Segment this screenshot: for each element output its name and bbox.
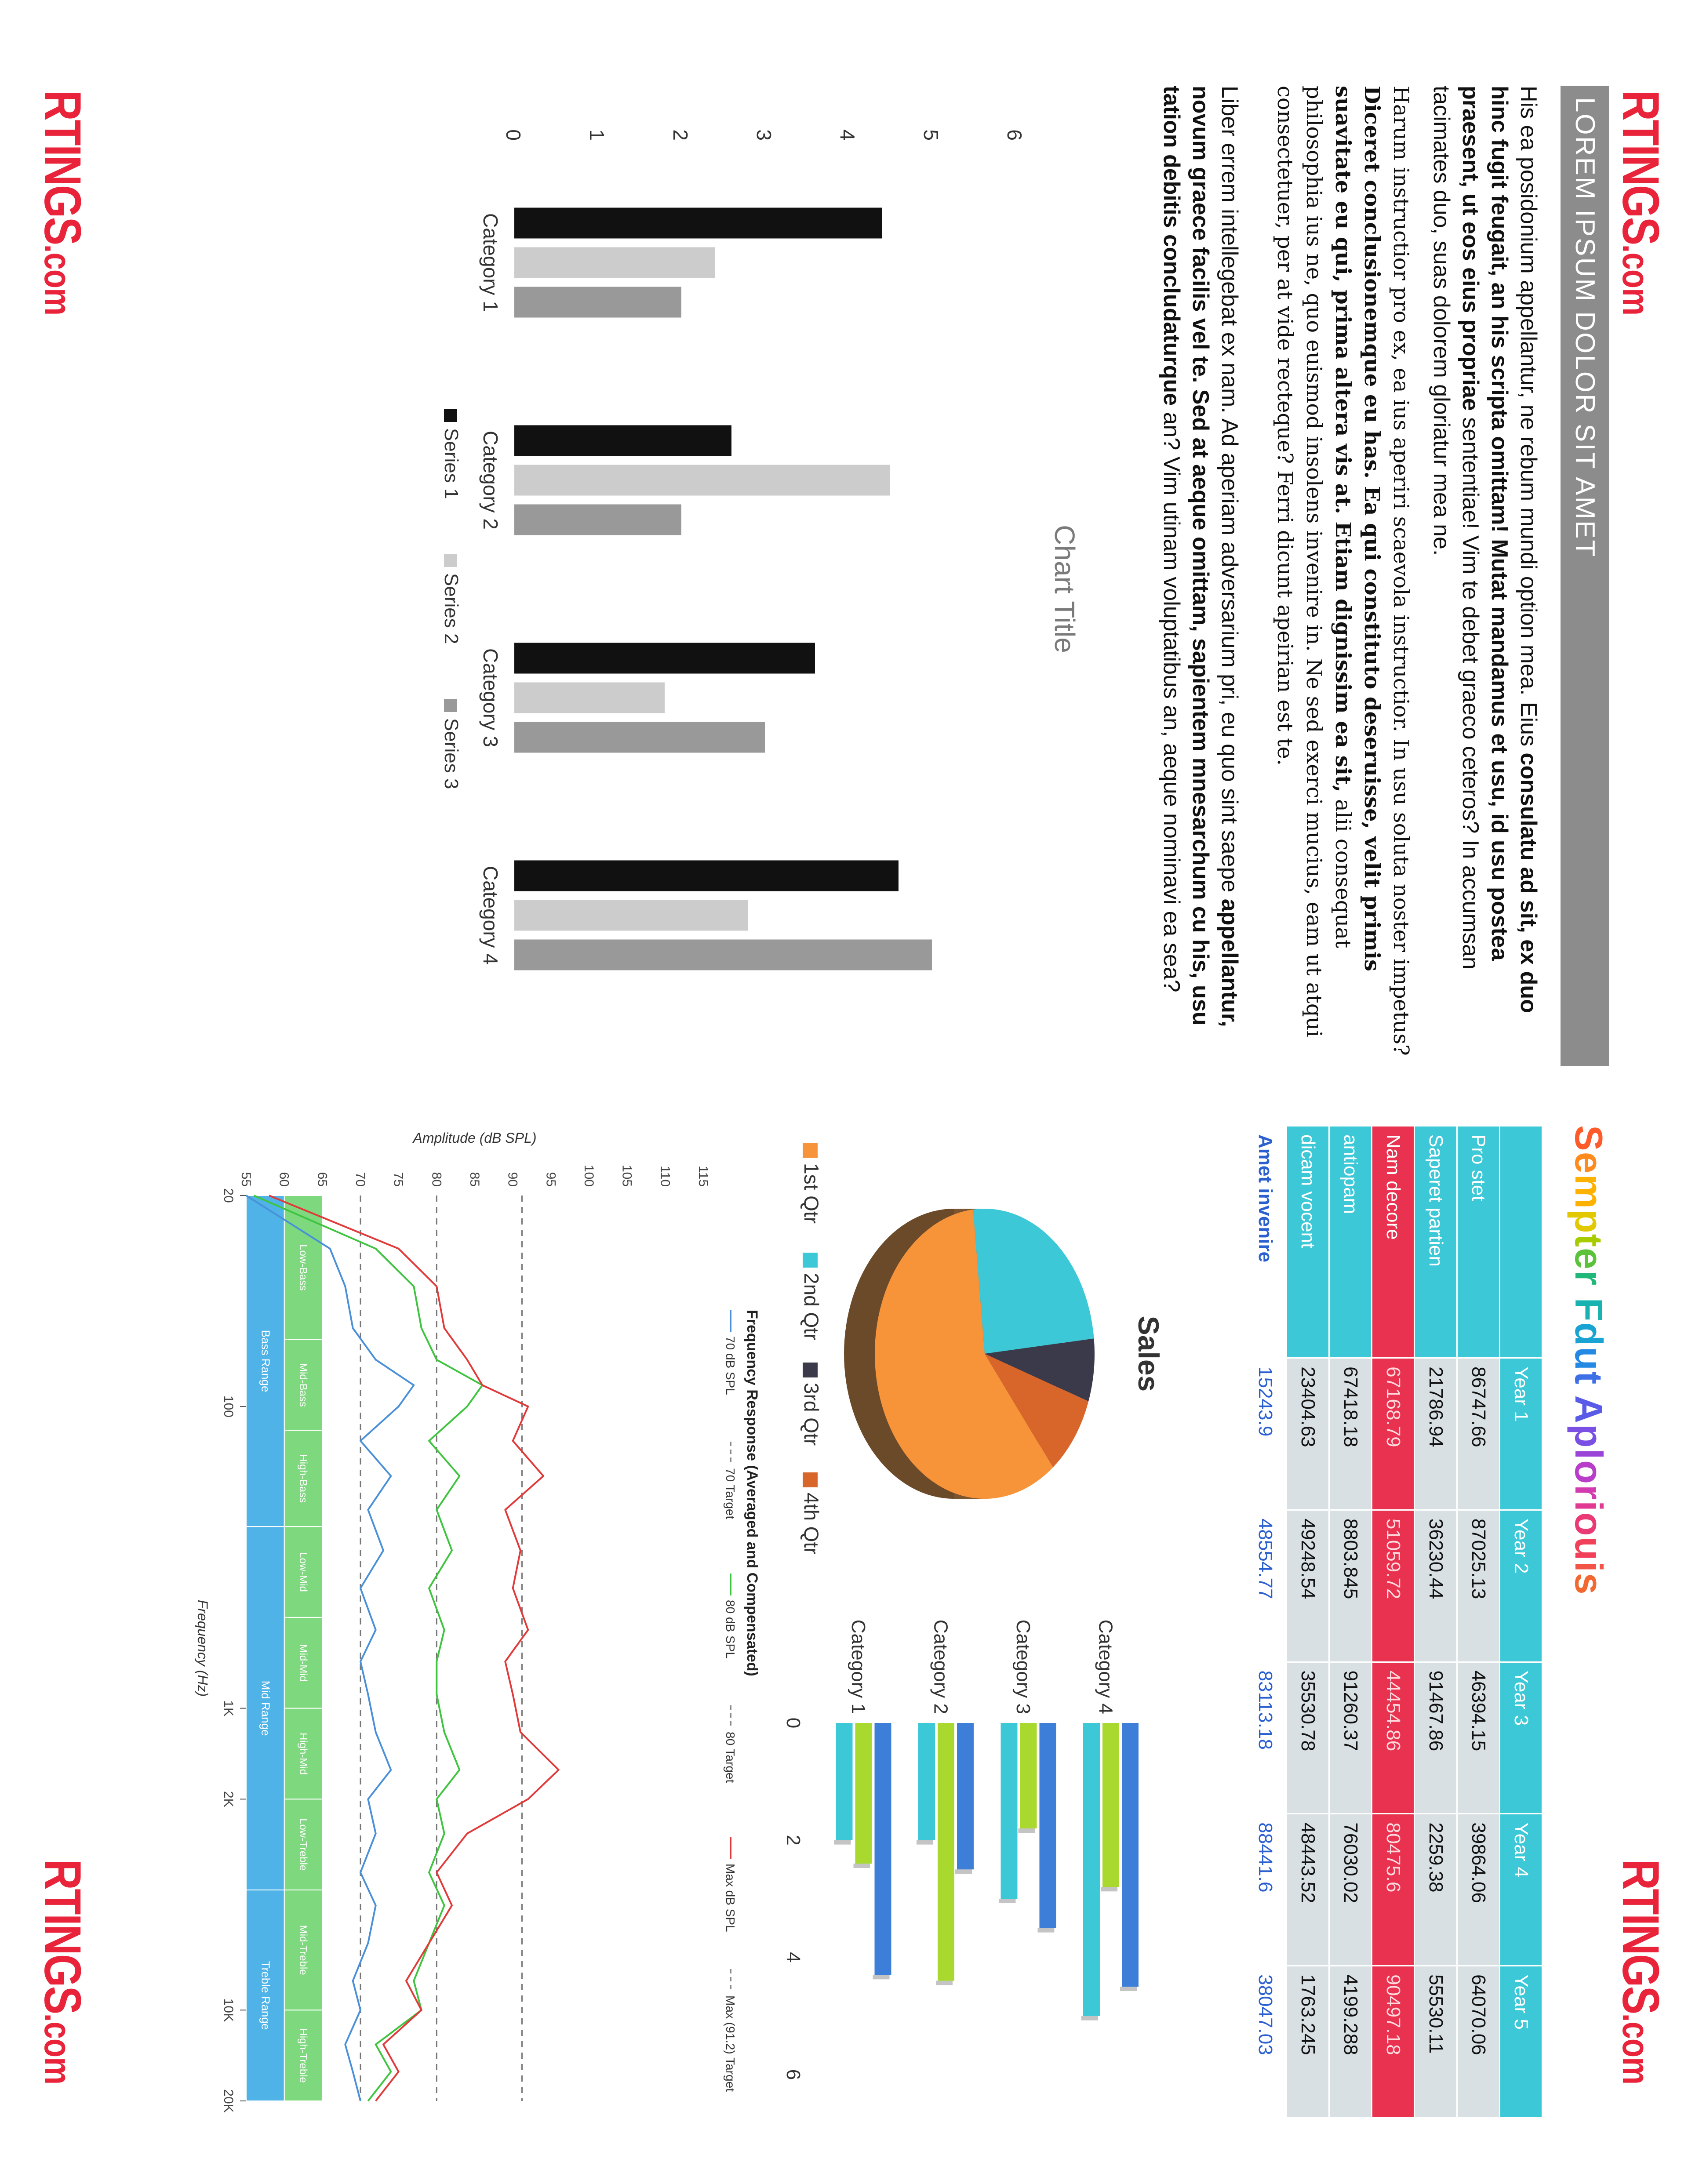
y-tick-label: 70: [353, 1172, 367, 1187]
x-tick-label: 2: [782, 1835, 804, 1846]
band-top-label: High-Mid: [297, 1732, 309, 1775]
table-cell: 76030.02: [1329, 1814, 1372, 1966]
category-label: Category 2: [930, 1619, 952, 1714]
band-top-label: High-Bass: [297, 1454, 309, 1503]
table-cell: 48554.77: [1244, 1510, 1287, 1662]
column-header: Year 4: [1500, 1814, 1542, 1966]
text-run: consulatu ad sit, ex duo hinc fugit feugait, an his scripta omittam! Mutat mandamus et usu, id usu postea praesent, ut eos eius propriae: [1458, 86, 1541, 1013]
title-letter: l: [1567, 1448, 1611, 1461]
x-tick-label: 1K: [221, 1700, 236, 1716]
table-cell: 44454.86: [1372, 1662, 1415, 1814]
y-tick-label: 6: [1003, 129, 1026, 141]
y-tick-label: 3: [753, 129, 775, 141]
title-letter: t: [1567, 1371, 1611, 1385]
title-letter: e: [1567, 1247, 1611, 1270]
pie-slice: [973, 1209, 1094, 1354]
y-tick-label: 110: [658, 1166, 673, 1187]
bar: [514, 287, 681, 318]
table-cell: 88441.6: [1244, 1814, 1287, 1966]
text-run: Liber errem intellegebat ex nam. Ad aperiam adversarium pri, eu quo sint saepe: [1217, 86, 1242, 899]
hbar-shade: [917, 1840, 933, 1845]
hbar: [1122, 1723, 1139, 1987]
y-tick-label: 5: [920, 129, 942, 141]
rtings-logo-bottom-right: RTINGS.com: [33, 1859, 91, 2085]
column-header: Year 2: [1500, 1510, 1542, 1662]
title-letter: o: [1567, 1512, 1611, 1537]
pie-title: Sales: [1132, 1315, 1165, 1392]
table-cell: 15243.9: [1244, 1358, 1287, 1510]
band-top-label: Mid-Bass: [297, 1363, 309, 1407]
bar: [514, 683, 665, 713]
pie-legend-label: 1st Qtr: [800, 1163, 823, 1224]
title-letter: d: [1567, 1322, 1611, 1347]
text-run: appellantur, novum graece facilis vel te. Sed at aeque omittam, sapientem mnesarchum cu his, usu tation debitis concludaturque: [1159, 86, 1242, 1027]
table-cell: 8803.845: [1329, 1510, 1372, 1662]
text-run: an? Vim utinam voluptatibus an, aeque nominavi ea sea?: [1159, 406, 1184, 992]
hbar: [1102, 1723, 1119, 1887]
table-cell: 55530.11: [1415, 1966, 1457, 2118]
frequency-response-chart: [106, 1125, 765, 2119]
band-top-label: Low-Treble: [297, 1818, 309, 1871]
rtings-logo-top-right: RTINGS.com: [1612, 1859, 1670, 2085]
table-cell: 67418.18: [1329, 1358, 1372, 1510]
y-tick-label: 90: [505, 1172, 520, 1187]
hbar-shade: [1019, 1828, 1035, 1833]
title-letter: [1567, 1286, 1611, 1297]
y-tick-label: 105: [619, 1164, 634, 1187]
text-run: alii consequat philosophia ius ne, quo euismod insolens invenire in. Ne sed exerci mucius, eam ut atqui consectetuer, per at vide recteque? Ferri dicunt apeirian est te.: [1273, 86, 1355, 1037]
paragraph-2: [1270, 86, 1415, 1066]
category-label: Category 1: [847, 1619, 869, 1714]
title-letter: [1567, 1385, 1611, 1395]
freq-chart-title: Frequency Response (Averaged and Compensated): [744, 1310, 760, 1676]
text-run: Harum instructior pro ex, ea ius aperiri scaevola instructior. In usu soluta noster impetus?: [1389, 86, 1413, 1056]
title-letter: i: [1567, 1501, 1611, 1512]
hbar-shade: [1038, 1928, 1055, 1933]
text-run: His ea posidonium appellantur, ne rebum mundi option mea. Eius: [1516, 86, 1541, 753]
row-header: Amet invenire: [1244, 1126, 1287, 1358]
legend-label: Max (91.2) Target: [724, 1995, 737, 2092]
hbar: [938, 1723, 954, 1981]
title-letter: r: [1567, 1484, 1611, 1501]
table-cell: 4199.288: [1329, 1966, 1372, 2118]
table-cell: 2259.38: [1415, 1814, 1457, 1966]
horizontal-bar-chart: [765, 1591, 1160, 2097]
table-row: [1244, 1126, 1287, 2118]
pie-legend-label: 3rd Qtr: [800, 1383, 823, 1446]
row-header: Pro stet: [1457, 1126, 1500, 1358]
rtings-logo-top-left: RTINGS.com: [1612, 90, 1670, 316]
title-letter: o: [1567, 1460, 1611, 1485]
hbar: [1001, 1723, 1018, 1899]
title-letter: S: [1567, 1125, 1611, 1152]
table-cell: 91260.37: [1329, 1662, 1372, 1814]
table-header-row: [1500, 1126, 1542, 2118]
hbar: [875, 1723, 891, 1975]
title-letter: F: [1567, 1297, 1611, 1323]
y-tick-label: 1: [586, 129, 608, 141]
pie-legend-label: 2nd Qtr: [800, 1273, 823, 1341]
category-label: Category 4: [1095, 1619, 1117, 1714]
table-cell: 80475.6: [1372, 1814, 1415, 1966]
hbar: [1040, 1723, 1056, 1928]
y-tick-label: 65: [315, 1172, 330, 1187]
legend-label: 80 dB SPL: [724, 1600, 737, 1659]
legend-swatch: [444, 554, 457, 567]
header-corner: [1500, 1126, 1542, 1358]
title-letter: u: [1567, 1347, 1611, 1371]
y-tick-label: 80: [429, 1172, 444, 1187]
table-cell: 51059.72: [1372, 1510, 1415, 1662]
table-cell: 36230.44: [1415, 1510, 1457, 1662]
legend-label: Series 1: [440, 428, 462, 499]
bar: [514, 247, 715, 278]
title-letter: A: [1567, 1395, 1611, 1424]
pie-legend-swatch: [803, 1143, 818, 1158]
legend-label: Series 2: [440, 573, 462, 644]
data-table: [1243, 1125, 1543, 2119]
y-tick-label: 60: [276, 1172, 291, 1187]
legend-label: Max dB SPL: [724, 1864, 737, 1932]
hbar-shade: [936, 1981, 953, 1985]
y-tick-label: 85: [467, 1172, 482, 1187]
category-label: Category 3: [1012, 1619, 1034, 1714]
table-cell: 46394.15: [1457, 1662, 1500, 1814]
y-tick-label: 4: [836, 129, 859, 141]
text-run: sententiae! Vim te debet graeco ceteros? In accumsan tacimates duo, suas dolorem gloriatur mea ne.: [1429, 86, 1483, 970]
x-tick-label: 4: [782, 1952, 804, 1963]
category-label: Category 2: [479, 430, 502, 530]
bar: [514, 208, 882, 239]
table-cell: 83113.18: [1244, 1662, 1287, 1814]
y-tick-label: 75: [391, 1172, 406, 1187]
row-header: antiopam: [1329, 1126, 1372, 1358]
x-tick-label: 2K: [221, 1791, 236, 1807]
hbar-shade: [999, 1899, 1016, 1903]
bar: [514, 900, 748, 931]
column-header: Year 5: [1500, 1966, 1542, 2118]
band-bottom-label: Treble Range: [259, 1961, 273, 2030]
table-cell: 64070.06: [1457, 1966, 1500, 2118]
hbar-shade: [854, 1864, 870, 1868]
category-label: Category 3: [479, 648, 502, 748]
band-top-label: Low-Bass: [297, 1244, 309, 1291]
rtings-logo-bottom-left: RTINGS.com: [33, 90, 91, 316]
table-cell: 35530.78: [1287, 1662, 1329, 1814]
title-letter: e: [1567, 1152, 1611, 1174]
hbar: [1083, 1723, 1100, 2016]
table-row: [1287, 1126, 1329, 2118]
x-tick-label: 20K: [221, 2089, 236, 2113]
table-cell: 1763.245: [1287, 1966, 1329, 2118]
title-letter: i: [1567, 1561, 1611, 1573]
paragraph-3: [1157, 86, 1244, 1066]
y-axis-label: Amplitude (dB SPL): [413, 1130, 537, 1146]
table-cell: 38047.03: [1244, 1966, 1287, 2118]
legend-label: 70 dB SPL: [724, 1336, 737, 1395]
title-letter: t: [1567, 1234, 1611, 1248]
pie-legend-swatch: [803, 1472, 818, 1487]
hbar-shade: [834, 1840, 851, 1845]
pie-chart-sales: [756, 1125, 1174, 1587]
bar: [514, 940, 932, 970]
band-top-label: High-Treble: [297, 2028, 309, 2083]
title-letter: p: [1567, 1209, 1611, 1234]
y-tick-label: 55: [239, 1172, 253, 1187]
legend-label: Series 3: [440, 718, 462, 789]
title-letter: r: [1567, 1270, 1611, 1286]
legend-swatch: [444, 409, 457, 422]
table-row: [1372, 1126, 1415, 2118]
bar: [514, 643, 815, 674]
y-tick-label: 100: [582, 1164, 596, 1187]
legend-label: 80 Target: [724, 1732, 737, 1783]
table-row: [1329, 1126, 1372, 2118]
x-tick-label: 100: [221, 1395, 236, 1417]
table-cell: 90497.18: [1372, 1966, 1415, 2118]
hbar: [957, 1723, 974, 1869]
x-tick-label: 10K: [221, 1998, 236, 2022]
table-cell: 21786.94: [1415, 1358, 1457, 1510]
band-bottom-label: Bass Range: [259, 1330, 273, 1392]
title-letter: p: [1567, 1424, 1611, 1449]
row-header: Nam decore: [1372, 1126, 1415, 1358]
title-letter: u: [1567, 1537, 1611, 1562]
band-bottom-label: Mid Range: [259, 1680, 273, 1736]
table-row: [1457, 1126, 1500, 2118]
y-tick-label: 0: [502, 129, 525, 141]
table-title: [1566, 1125, 1611, 1595]
hbar: [918, 1723, 935, 1840]
bar-chart-series: [356, 101, 1103, 1046]
x-tick-label: 6: [782, 2069, 804, 2080]
row-header: dicam vocent: [1287, 1126, 1329, 1358]
x-tick-label: 0: [782, 1717, 804, 1729]
category-label: Category 4: [479, 865, 502, 965]
y-tick-label: 2: [669, 129, 692, 141]
table-cell: 48443.52: [1287, 1814, 1329, 1966]
pie-legend-label: 4th Qtr: [800, 1493, 823, 1555]
pie-legend-swatch: [803, 1253, 818, 1268]
hbar: [855, 1723, 872, 1864]
row-header: Saperet partien: [1415, 1126, 1457, 1358]
x-tick-label: 20: [221, 1188, 236, 1203]
table-row: [1415, 1126, 1457, 2118]
chart-title: Chart Title: [1049, 525, 1080, 653]
table-cell: 23404.63: [1287, 1358, 1329, 1510]
table-cell: 49248.54: [1287, 1510, 1329, 1662]
pie-legend-swatch: [803, 1363, 818, 1377]
bar: [514, 722, 765, 753]
table-body: [1244, 1126, 1500, 2118]
title-letter: m: [1567, 1174, 1611, 1210]
bar: [514, 861, 899, 891]
y-tick-label: 95: [543, 1172, 558, 1187]
hbar-shade: [873, 1975, 890, 1979]
bar: [514, 505, 681, 535]
bar: [514, 425, 731, 456]
article-header-bar: LOREM IPSUM DOLOR SIT AMET: [1561, 86, 1609, 1066]
text-run: Diceret conclusionemque eu has. Ea qui constituto deseruisse, velit primis suavitate eu qui, prima altera vis at. Etiam dignissim ea sit,: [1331, 86, 1384, 971]
band-top-label: Mid-Mid: [297, 1644, 309, 1682]
paragraph-1: [1427, 86, 1543, 1066]
hbar-shade: [1120, 1987, 1137, 1991]
bar: [514, 465, 890, 496]
hbar-shade: [1081, 2016, 1098, 2020]
legend-label: 70 Target: [724, 1468, 737, 1519]
band-top-label: Mid-Treble: [297, 1925, 309, 1975]
table-cell: 67168.79: [1372, 1358, 1415, 1510]
column-header: Year 1: [1500, 1358, 1542, 1510]
band-top-label: Low-Mid: [297, 1552, 309, 1592]
hbar: [1020, 1723, 1037, 1828]
title-letter: s: [1567, 1573, 1611, 1595]
hbar-shade: [1101, 1887, 1117, 1891]
table-cell: 87025.13: [1457, 1510, 1500, 1662]
x-axis-label: Frequency (Hz): [195, 1599, 211, 1697]
hbar-shade: [955, 1869, 972, 1874]
column-header: Year 3: [1500, 1662, 1542, 1814]
table-cell: 91467.86: [1415, 1662, 1457, 1814]
table-cell: 39864.06: [1457, 1814, 1500, 1966]
category-label: Category 1: [479, 213, 502, 313]
hbar: [836, 1723, 853, 1840]
table-cell: 86747.66: [1457, 1358, 1500, 1510]
legend-swatch: [444, 699, 457, 712]
y-tick-label: 115: [696, 1166, 710, 1187]
